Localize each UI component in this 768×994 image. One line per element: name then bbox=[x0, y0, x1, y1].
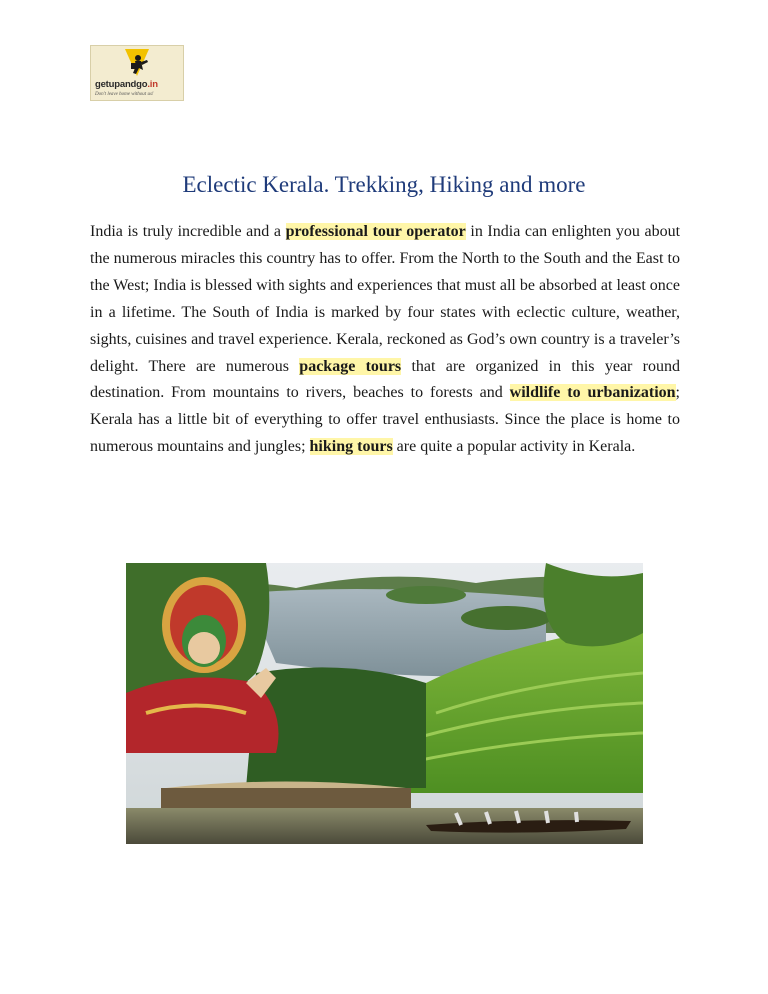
logo-brand-text: getupandgo.in bbox=[95, 79, 158, 90]
article-paragraph: India is truly incredible and a professional tour operator in India can enlighten you about the numerous miracles this country has to offer. From the North to the South and the East to the West; India is blessed with sights and experiences that must all be absorbed at least once in a lifetime. The South of India is marked by four states with eclectic culture, weather, sights, cuisines and travel experience. Kerala, reckoned as God’s own country is a traveler’s delight. There are numerous package tours that are organized in this year round destination. From mountains to rivers, beaches to forests and wildlife to urbanization; Kerala has a little bit of everything to offer travel enthusiasts. Since the place is home to numerous mountains and jungles; hiking tours are quite a popular activity in Kerala. bbox=[90, 223, 681, 456]
link-wildlife-to-urbanization[interactable]: wildlife to urbanization bbox=[509, 384, 676, 402]
link-professional-tour-operator[interactable]: professional tour operator bbox=[285, 223, 466, 240]
site-logo[interactable] bbox=[90, 45, 184, 101]
kerala-collage-image bbox=[126, 563, 643, 844]
link-package-tours[interactable]: package tours bbox=[299, 357, 402, 375]
page-title: Eclectic Kerala. Trekking, Hiking and more bbox=[182, 172, 586, 197]
link-hiking-tours[interactable]: hiking tours bbox=[309, 438, 393, 456]
logo-tagline: Don't leave home without us! bbox=[95, 92, 154, 97]
